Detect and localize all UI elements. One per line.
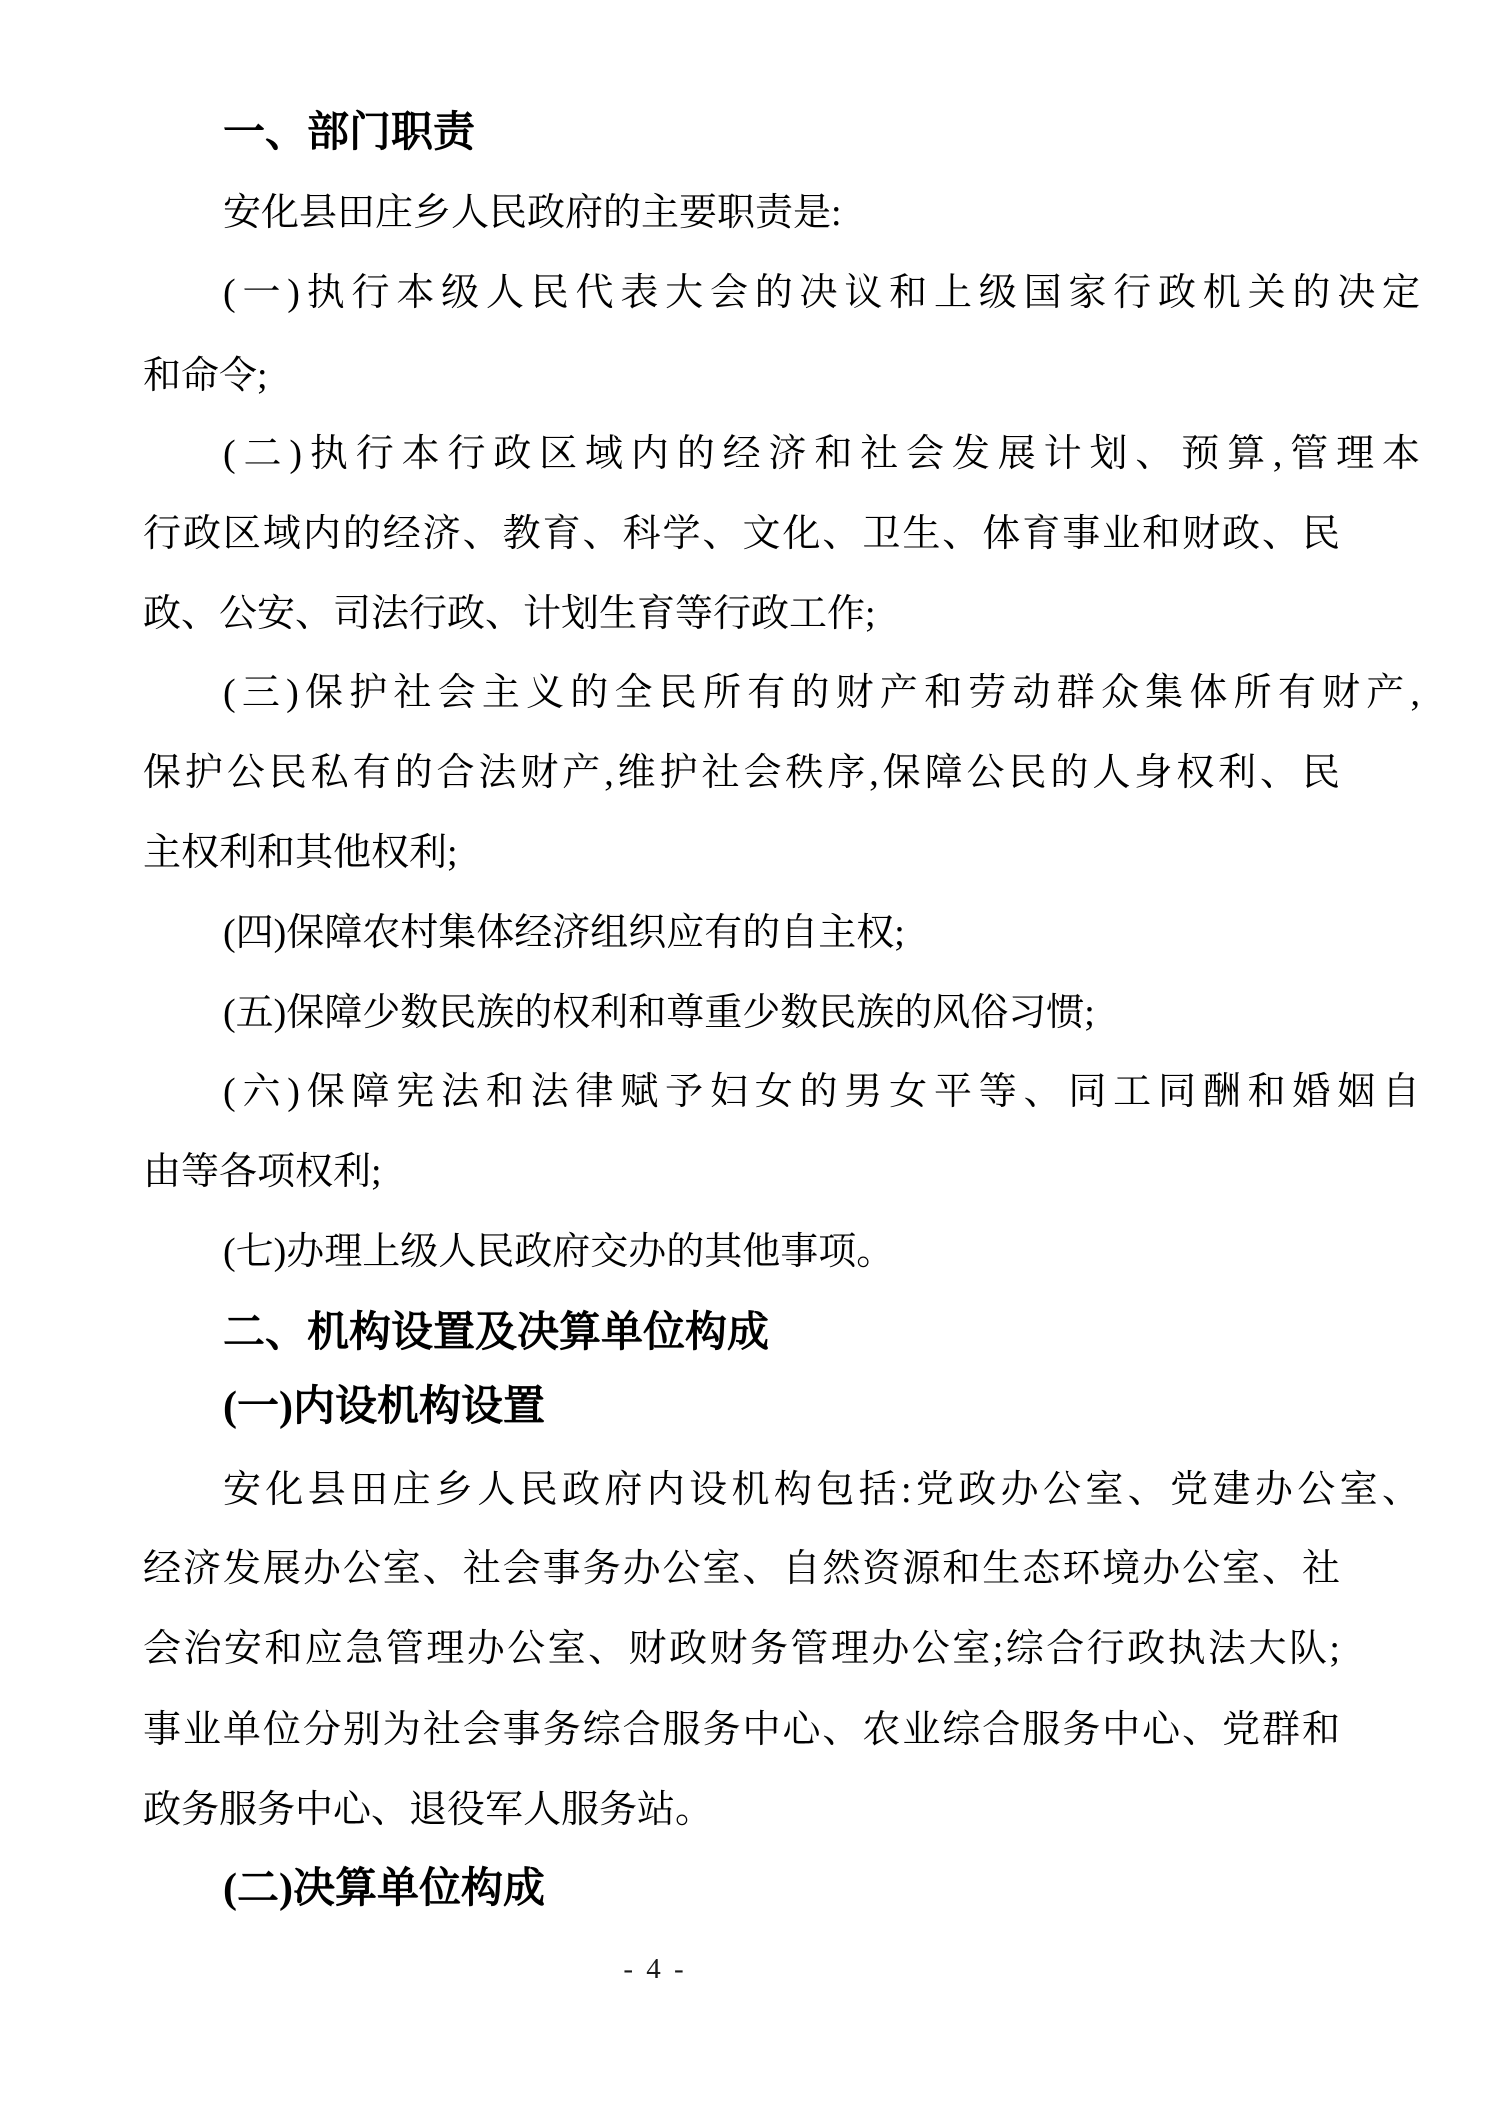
org-para-line-5: 政务服务中心、退役军人服务站。 xyxy=(143,1789,714,1831)
duty-3-line-2: 保护公民私有的合法财产,维护社会秩序,保障公民的人身权利、民 xyxy=(143,752,1340,794)
org-para-line-4: 事业单位分别为社会事务综合服务中心、农业综合服务中心、党群和 xyxy=(143,1709,1340,1751)
org-para-line-3: 会治安和应急管理办公室、财政财务管理办公室;综合行政执法大队; xyxy=(143,1628,1340,1670)
subsection-2-2-heading: (二)决算单位构成 xyxy=(223,1866,545,1912)
duty-6-line-2: 由等各项权利; xyxy=(143,1151,382,1193)
duty-2-line-1: (二)执行本行政区域内的经济和社会发展计划、预算,管理本 xyxy=(223,433,1420,475)
subsection-2-1-heading: (一)内设机构设置 xyxy=(223,1384,545,1430)
duty-5: (五)保障少数民族的权利和尊重少数民族的风俗习惯; xyxy=(223,992,1095,1034)
org-para-line-2: 经济发展办公室、社会事务办公室、自然资源和生态环境办公室、社 xyxy=(143,1548,1340,1590)
duty-1-line-1: (一)执行本级人民代表大会的决议和上级国家行政机关的决定 xyxy=(223,272,1420,314)
duty-2-line-3: 政、公安、司法行政、计划生育等行政工作; xyxy=(143,593,876,635)
duty-4: (四)保障农村集体经济组织应有的自主权; xyxy=(223,912,905,954)
duty-3-line-3: 主权利和其他权利; xyxy=(143,832,458,874)
duty-7: (七)办理上级人民政府交办的其他事项。 xyxy=(223,1231,895,1273)
page-number: - 4 - xyxy=(623,1953,687,1985)
duty-2-line-2: 行政区域内的经济、教育、科学、文化、卫生、体育事业和财政、民 xyxy=(143,513,1340,555)
section-2-heading: 二、机构设置及决算单位构成 xyxy=(223,1308,770,1355)
section-1-heading: 一、部门职责 xyxy=(223,108,476,155)
duty-1-line-2: 和命令; xyxy=(143,355,268,397)
org-para-line-1: 安化县田庄乡人民政府内设机构包括:党政办公室、党建办公室、 xyxy=(223,1469,1420,1511)
duty-3-line-1: (三)保护社会主义的全民所有的财产和劳动群众集体所有财产, xyxy=(223,672,1420,714)
section-1-intro: 安化县田庄乡人民政府的主要职责是: xyxy=(223,192,842,234)
duty-6-line-1: (六)保障宪法和法律赋予妇女的男女平等、同工同酬和婚姻自 xyxy=(223,1071,1420,1113)
